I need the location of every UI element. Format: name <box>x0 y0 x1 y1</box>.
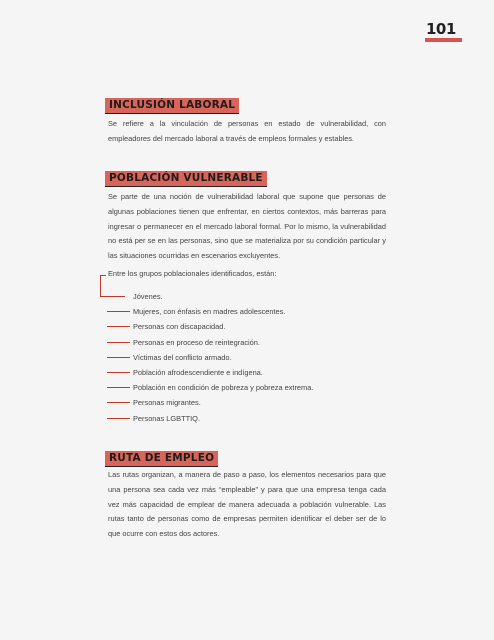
list-item-label: Población en condición de pobreza y pobreza extrema. <box>133 383 314 393</box>
list-item-label: Personas en proceso de reintegración. <box>133 337 260 347</box>
page-number-underline <box>425 38 462 42</box>
groups-intro: Entre los grupos poblacionales identificados, están: <box>108 269 277 278</box>
list-dash <box>107 296 130 297</box>
list-dash <box>107 418 130 419</box>
list-item <box>107 380 313 395</box>
list-dash <box>107 342 130 343</box>
list-item-label: Mujeres, con énfasis en madres adolescentes. <box>133 307 286 317</box>
list-item <box>107 319 313 334</box>
heading-poblacion-vulnerable: POBLACIÓN VULNERABLE <box>105 171 267 187</box>
list-dash <box>107 311 130 312</box>
list-item-label: Jóvenes. <box>133 292 163 302</box>
list-item <box>107 365 313 380</box>
list-item <box>107 411 313 426</box>
list-item-label: Víctimas del conflicto armado. <box>133 352 232 362</box>
list-dash <box>107 402 130 403</box>
list-dash <box>107 326 130 327</box>
list-item <box>107 395 313 410</box>
paragraph-ruta-de-empleo: Las rutas organizan, a manera de paso a paso, los elementos necesarios para que una persona sea cada vez más “empleable” y para que una empresa tenga cada vez más capacidad de emplear de manera adecuada a población vulnerable. Las rutas tanto de personas como de empresas permiten identificar el deber ser de lo que ocurre con estos dos actores. <box>108 470 386 539</box>
groups-list <box>107 289 313 426</box>
heading-inclusion-laboral: INCLUSIÓN LABORAL <box>105 98 239 114</box>
list-dash <box>107 372 130 373</box>
list-item <box>107 289 313 304</box>
list-dash <box>107 387 130 388</box>
list-item <box>107 335 313 350</box>
page-number: 101 <box>426 20 456 38</box>
paragraph-poblacion-vulnerable: Se parte de una noción de vulnerabilidad laboral que supone que personas de algunas poblaciones tienen que enfrentar, en ciertos contextos, más barreras para ingresar o permanecer en el mercado laboral formal. Por lo mismo, la vulnerabilidad no está per se en las personas, sino que se materializa por su condición particular y las situaciones ocurridas en escenarios excluyentes. <box>108 192 386 261</box>
list-item-label: Población afrodescendiente e indígena. <box>133 368 263 378</box>
list-item <box>107 350 313 365</box>
list-item-label: Personas migrantes. <box>133 398 201 408</box>
heading-ruta-de-empleo: RUTA DE EMPLEO <box>105 451 218 467</box>
list-dash <box>107 357 130 358</box>
paragraph-inclusion-laboral: Se refiere a la vinculación de personas en estado de vulnerabilidad, con empleadores del mercado laboral a través de empleos formales y estables. <box>108 119 386 143</box>
list-item <box>107 304 313 319</box>
list-item-label: Personas LGBTTIQ. <box>133 413 200 423</box>
list-item-label: Personas con discapacidad. <box>133 322 226 332</box>
